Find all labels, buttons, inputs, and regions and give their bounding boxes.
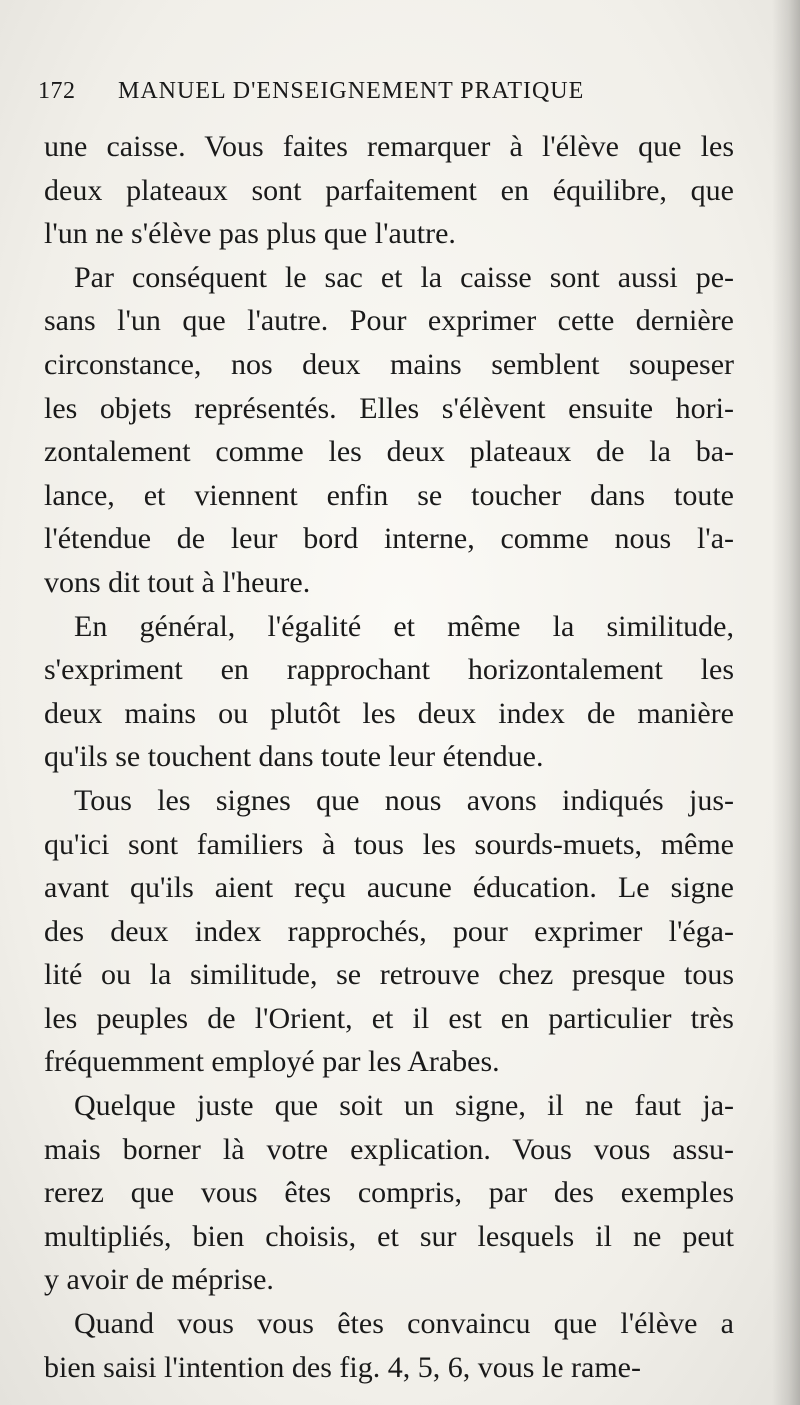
text-line: une caisse. Vous faites remarquer à l'élève que les: [44, 130, 734, 163]
text-line: s'expriment en rapprochant horizontalement les: [44, 653, 734, 687]
text-line: En général, l'égalité et même la similitude,: [74, 609, 734, 643]
text-line: deux mains ou plutôt les deux index de manière: [44, 696, 734, 730]
text-line: les peuples de l'Orient, et il est en particulier très: [44, 1001, 734, 1035]
text-line: vons dit tout à l'heure.: [44, 565, 311, 599]
text-line: circonstance, nos deux mains semblent soupeser: [44, 347, 734, 381]
page-edge-shadow: [772, 0, 800, 1405]
page-header: [38, 78, 738, 118]
text-line: qu'ils se touchent dans toute leur étendue.: [44, 740, 544, 774]
text-line: qu'ici sont familiers à tous les sourds-muets, même: [44, 827, 734, 861]
text-line: Tous les signes que nous avons indiqués jus-: [74, 783, 734, 817]
paragraph: [44, 605, 734, 779]
text-line: des deux index rapprochés, pour exprimer l'éga-: [44, 914, 734, 948]
paragraph: [44, 779, 734, 1084]
text-line: Quelque juste que soit un signe, il ne faut ja-: [74, 1089, 734, 1123]
text-line: bien saisi l'intention des fig. 4, 5, 6, vous le rame-: [44, 1350, 641, 1384]
paragraph: [44, 1084, 734, 1302]
paragraph: [44, 125, 734, 256]
text-line: mais borner là votre explication. Vous vous assu-: [44, 1132, 734, 1166]
paragraph: [44, 1302, 734, 1389]
text-line: rerez que vous êtes compris, par des exemples: [44, 1176, 734, 1210]
page-number: 172: [38, 78, 76, 104]
text-line: l'un ne s'élève pas plus que l'autre.: [44, 217, 456, 251]
text-line: deux plateaux sont parfaitement en équilibre, que: [44, 173, 734, 207]
body-text: [44, 125, 734, 1389]
text-line: l'étendue de leur bord interne, comme nous l'a-: [44, 522, 734, 556]
text-line: avant qu'ils aient reçu aucune éducation. Le signe: [44, 871, 734, 905]
text-line: zontalement comme les deux plateaux de la ba-: [44, 435, 734, 469]
text-line: lance, et viennent enfin se toucher dans toute: [44, 478, 734, 512]
text-line: sans l'un que l'autre. Pour exprimer cette dernière: [44, 304, 734, 338]
text-line: fréquemment employé par les Arabes.: [44, 1045, 500, 1079]
text-line: Par conséquent le sac et la caisse sont aussi pe-: [74, 260, 734, 294]
text-line: y avoir de méprise.: [44, 1263, 274, 1297]
text-line: multipliés, bien choisis, et sur lesquels il ne peut: [44, 1219, 734, 1253]
text-line: les objets représentés. Elles s'élèvent ensuite hori-: [44, 391, 734, 425]
paragraph: [44, 256, 734, 605]
text-line: lité ou la similitude, se retrouve chez presque tous: [44, 958, 734, 992]
text-line: Quand vous vous êtes convaincu que l'élève a: [74, 1307, 734, 1341]
running-head: MANUEL D'ENSEIGNEMENT PRATIQUE: [118, 78, 585, 104]
